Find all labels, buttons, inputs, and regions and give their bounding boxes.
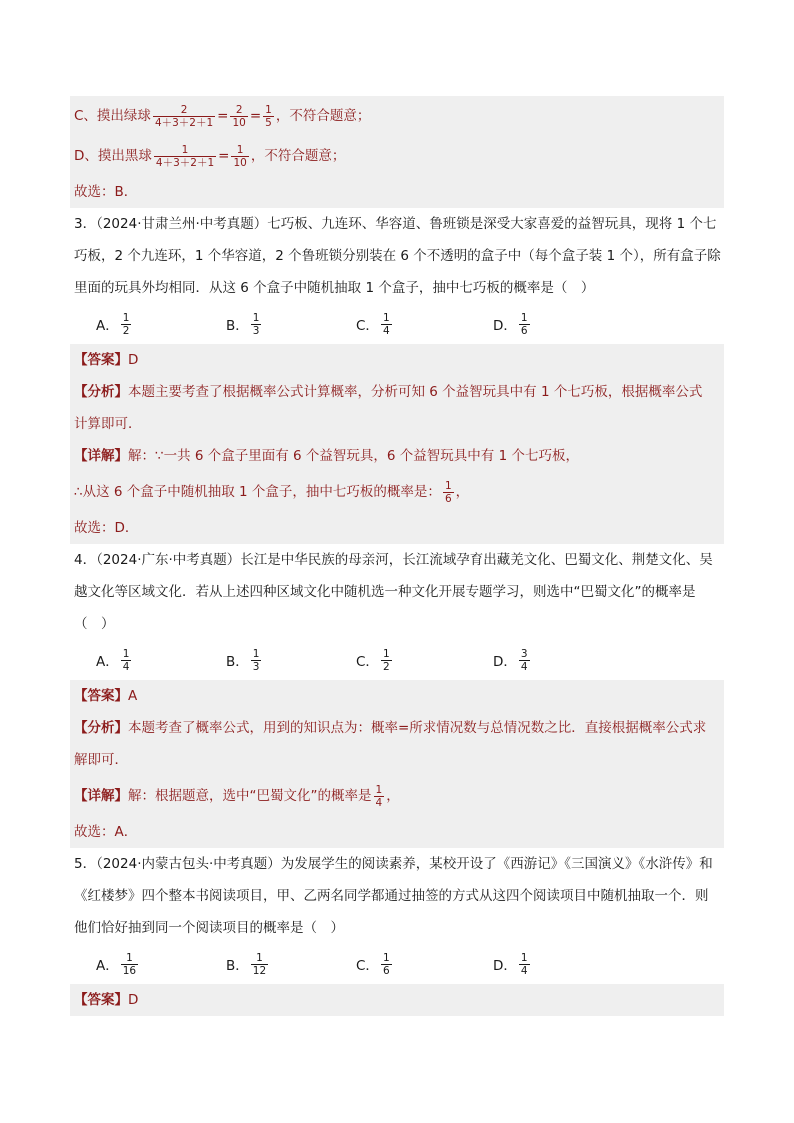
options-row <box>74 640 720 680</box>
fraction: $\frac{1}{3}$ <box>252 311 260 337</box>
option-d: D． $\frac{1}{4}$ <box>493 951 528 977</box>
solution-3 <box>70 344 724 544</box>
detail-text: 解：根据题意，选中“巴蜀文化”的概率是 <box>128 788 372 804</box>
document-page <box>70 96 724 1016</box>
solution-5 <box>70 984 724 1016</box>
fraction: $\frac{1}{4}$ <box>520 951 528 977</box>
solution-4 <box>70 680 724 848</box>
option-c-solution <box>74 96 720 136</box>
option-c: C． $\frac{1}{4}$ <box>356 311 390 337</box>
question-text: 他们恰好抽到同一个阅读项目的概率是（ ） <box>74 920 344 936</box>
fraction: $\frac{1}{16}$ <box>122 951 137 977</box>
question-3 <box>70 208 724 344</box>
fraction: $\frac{1}{2}$ <box>122 311 130 337</box>
answer-line <box>74 680 720 712</box>
question-text: 3．（2024·甘肃兰州·中考真题）七巧板、九连环、华容道、鲁班锁是深受大家喜爱的益智玩具，现将 1 个七 <box>74 216 717 232</box>
option-a: A． $\frac{1}{16}$ <box>96 951 137 977</box>
option-d-solution <box>74 136 720 176</box>
fraction: $\frac{1}{3}$ <box>252 647 260 673</box>
fraction: $\frac{2}{4+3+2+1}$ <box>154 103 214 129</box>
detail-text: 解：∵一共 6 个盒子里面有 6 个益智玩具，6 个益智玩具中有 1 个七巧板， <box>128 448 579 464</box>
analysis-text: 解即可． <box>74 752 128 768</box>
equals-sign: = <box>217 108 229 124</box>
solution-text: ，不符合题意； <box>250 148 346 164</box>
option-c: C． $\frac{1}{2}$ <box>356 647 390 673</box>
fraction: $\frac{1}{6}$ <box>520 311 528 337</box>
detail-line <box>74 440 720 472</box>
detail-line: 【详解】 解：根据题意，选中“巴蜀文化”的概率是 $\frac{1}{4}$ ， <box>74 776 720 816</box>
equals-sign: = <box>218 148 230 164</box>
fraction: $\frac{1}{4+3+2+1}$ <box>155 143 215 169</box>
analysis-tag: 【分析】 <box>74 384 128 400</box>
answer-line <box>74 344 720 376</box>
solution-text: D、摸出黑球 <box>74 148 152 164</box>
fraction: $\frac{1}{6}$ <box>382 951 390 977</box>
answer-tag: 【答案】 <box>74 688 128 704</box>
fraction: $\frac{1}{4}$ <box>382 311 390 337</box>
fraction: $\frac{1}{4}$ <box>375 783 383 809</box>
option-b: B． $\frac{1}{3}$ <box>226 311 260 337</box>
choice-text: 故选：B． <box>74 184 138 200</box>
question-text: 《红楼梦》四个整本书阅读项目，甲、乙两名同学都通过抽签的方式从这四个阅读项目中随机抽取一个．则 <box>74 888 709 904</box>
fraction: $\frac{1}{12}$ <box>252 951 267 977</box>
options-row <box>74 304 720 344</box>
options-row <box>74 944 720 984</box>
detail-line: ∴从这 6 个盒子中随机抽取 1 个盒子，抽中七巧板的概率是： $\frac{1}{6}$ ， <box>74 472 720 512</box>
fraction: $\frac{2}{10}$ <box>232 103 246 129</box>
choice-text: 故选：A． <box>74 824 138 840</box>
option-a: A． $\frac{1}{2}$ <box>96 311 130 337</box>
option-a: A． $\frac{1}{4}$ <box>96 647 130 673</box>
answer-line <box>74 984 720 1016</box>
answer-value: D <box>128 352 139 368</box>
detail-tag: 【详解】 <box>74 788 128 804</box>
answer-tag: 【答案】 <box>74 992 128 1008</box>
option-d: D． $\frac{3}{4}$ <box>493 647 528 673</box>
analysis-tag: 【分析】 <box>74 720 128 736</box>
analysis-text: 本题考查了概率公式，用到的知识点为：概率=所求情况数与总情况数之比．直接根据概率公式求 <box>128 720 707 736</box>
solution-text: C、摸出绿球 <box>74 108 151 124</box>
question-text: 越文化等区域文化．若从上述四种区域文化中随机选一种文化开展专题学习，则选中“巴蜀文化”的概率是 <box>74 584 696 600</box>
detail-tag: 【详解】 <box>74 448 128 464</box>
answer-tag: 【答案】 <box>74 352 128 368</box>
answer-value: A <box>128 688 138 704</box>
question-text: 4．（2024·广东·中考真题）长江是中华民族的母亲河，长江流域孕育出藏羌文化、巴蜀文化、荆楚文化、吴 <box>74 552 713 568</box>
option-c: C． $\frac{1}{6}$ <box>356 951 390 977</box>
solution-text: ，不符合题意； <box>275 108 371 124</box>
question-text: 巧板，2 个九连环，1 个华容道，2 个鲁班锁分别装在 6 个不透明的盒子中（每个盒子装 1 个），所有盒子除 <box>74 248 721 264</box>
fraction: $\frac{1}{5}$ <box>265 103 272 129</box>
choice-text: 故选：D． <box>74 520 139 536</box>
fraction: $\frac{1}{10}$ <box>233 143 247 169</box>
analysis-text: 本题主要考查了根据概率公式计算概率，分析可知 6 个益智玩具中有 1 个七巧板，根据概率公式 <box>128 384 703 400</box>
analysis-line <box>74 376 720 408</box>
question-text: 里面的玩具外均相同．从这 6 个盒子中随机抽取 1 个盒子，抽中七巧板的概率是（ ） <box>74 280 595 296</box>
analysis-text: 计算即可． <box>74 416 142 432</box>
answer-value: D <box>128 992 139 1008</box>
choice-line <box>74 176 720 208</box>
detail-text: ∴从这 6 个盒子中随机抽取 1 个盒子，抽中七巧板的概率是： <box>74 484 441 500</box>
equals-sign: = <box>249 108 262 124</box>
question-text: 5．（2024·内蒙古包头·中考真题）为发展学生的阅读素养，某校开设了《西游记》《三国演义》《水浒传》和 <box>74 856 713 872</box>
option-b: B． $\frac{1}{3}$ <box>226 647 260 673</box>
fraction: $\frac{1}{6}$ <box>444 479 452 505</box>
question-4 <box>70 544 724 680</box>
analysis-line <box>74 712 720 744</box>
fraction: $\frac{1}{2}$ <box>382 647 390 673</box>
fraction: $\frac{1}{4}$ <box>122 647 130 673</box>
option-b: B． $\frac{1}{12}$ <box>226 951 267 977</box>
question-5 <box>70 848 724 984</box>
previous-solution <box>70 96 724 208</box>
option-d: D． $\frac{1}{6}$ <box>493 311 528 337</box>
fraction: $\frac{3}{4}$ <box>520 647 528 673</box>
question-text: （ ） <box>74 616 115 632</box>
